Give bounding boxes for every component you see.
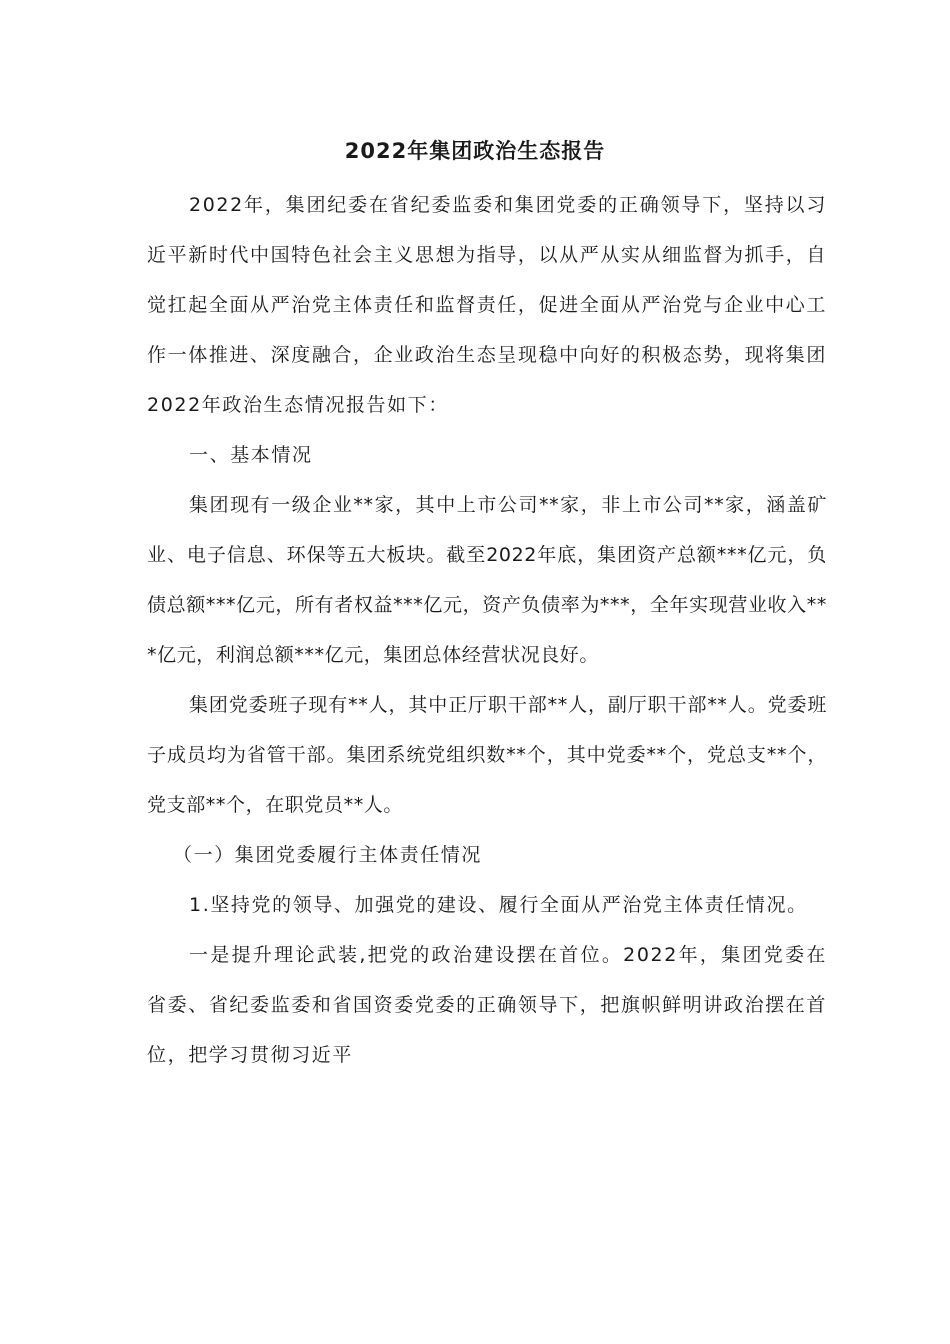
subsection-heading-main-responsibility: （一）集团党委履行主体责任情况 [173, 844, 483, 866]
paragraph-item-1: 1.坚持党的领导、加强党的建设、履行全面从严治党主体责任情况。 [189, 894, 808, 916]
section-heading-basic-situation: 一、基本情况 [189, 444, 313, 466]
document-title: 2022年集团政治生态报告 [344, 139, 606, 163]
intro-paragraph: 2022年，集团纪委在省纪委监委和集团党委的正确领导下，坚持以习近平新时代中国特色社会主义思想为指导，以从严从实从细监督为抓手，自觉扛起全面从严治党主体责任和监督责任，促进全面从严治党与企业中心工作一体推进、深度融合，企业政治生态呈现稳中向好的积极态势，现将集团2022年政治生态情况报告如下： [147, 194, 827, 416]
paragraph-theory-armament: 一是提升理论武装,把党的政治建设摆在首位。2022年，集团党委在省委、省纪委监委和省国资委党委的正确领导下，把旗帜鲜明讲政治摆在首位，把学习贯彻习近平 [147, 944, 827, 1066]
paragraph-enterprise-overview: 集团现有一级企业**家，其中上市公司**家，非上市公司**家，涵盖矿业、电子信息、环保等五大板块。截至2022年底，集团资产总额***亿元，负债总额***亿元，所有者权益***亿元，资产负债率为***，全年实现营业收入***亿元，利润总额***亿元，集团总体经营状况良好。 [147, 494, 827, 666]
paragraph-party-committee: 集团党委班子现有**人，其中正厅职干部**人，副厅职干部**人。党委班子成员均为省管干部。集团系统党组织数**个，其中党委**个，党总支**个，党支部**个，在职党员**人。 [147, 694, 827, 816]
document-body [147, 180, 827, 1080]
